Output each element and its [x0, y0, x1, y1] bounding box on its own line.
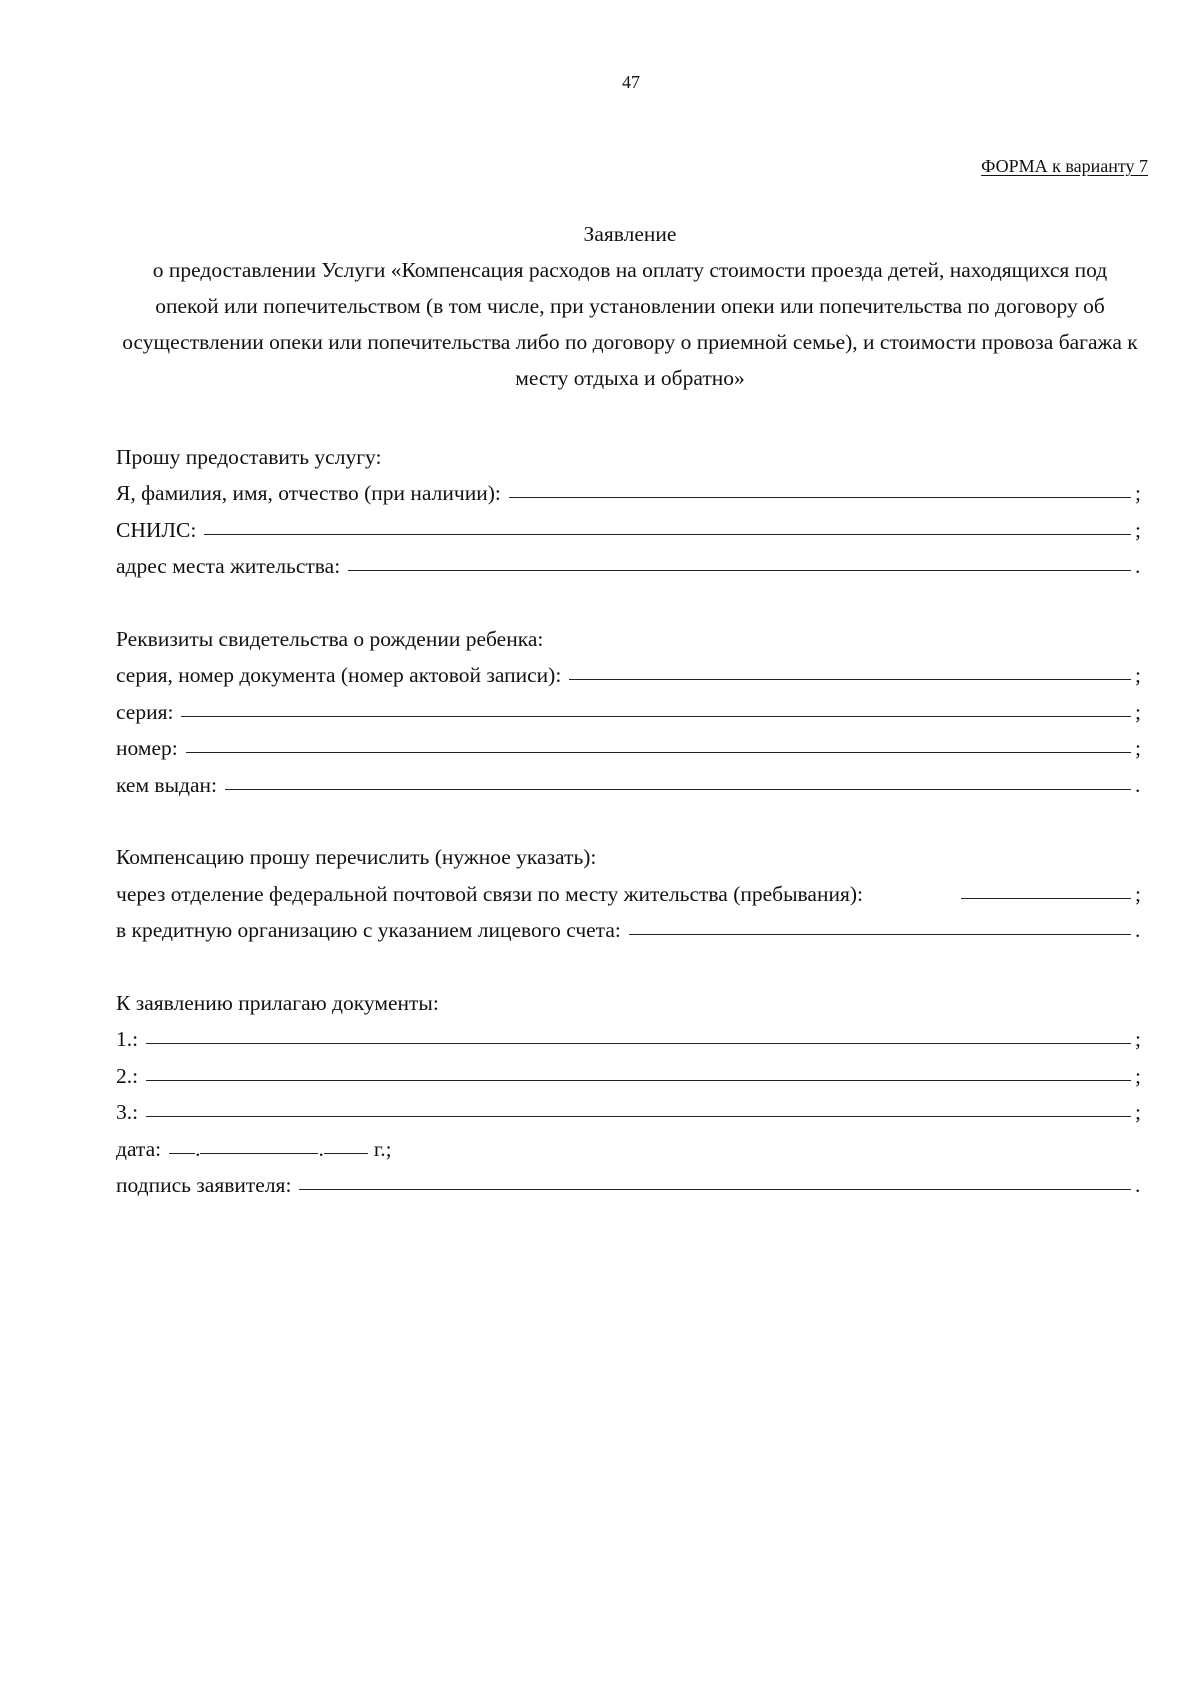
date-year-blank[interactable]	[324, 1152, 368, 1154]
field-terminator: ;	[1135, 699, 1141, 724]
date-separator: .	[195, 1136, 201, 1161]
field-document-series-number[interactable]	[116, 652, 1145, 689]
field-snils[interactable]	[116, 506, 1145, 543]
field-full-name[interactable]	[116, 470, 1145, 507]
field-applicant-signature[interactable]	[116, 1162, 1145, 1199]
field-terminator: ;	[1135, 1063, 1141, 1088]
field-terminator: ;	[1135, 517, 1141, 542]
form-variant-label: ФОРМА к варианту 7	[981, 156, 1148, 176]
field-attachment-3[interactable]	[116, 1089, 1145, 1126]
section-heading-request: Прошу предоставить услугу:	[116, 444, 382, 469]
field-label: в кредитную организацию с указанием лицевого счета:	[116, 918, 621, 942]
fill-line[interactable]	[146, 1042, 1131, 1044]
field-label: 1.:	[116, 1027, 139, 1051]
field-label: адрес места жительства:	[116, 554, 341, 578]
fill-line[interactable]	[146, 1115, 1131, 1117]
field-postal-office[interactable]	[116, 870, 1145, 907]
title-subtitle: о предоставлении Услуги «Компенсация расходов на оплату стоимости проезда детей, находящихся под опекой или попечительством (в том числе, при установлении опеки или попечительства по договору об осуществлении опеки или попечительства либо по договору о приемной семье), и стоимости провоза багажа к месту отдыха и обратно»	[122, 258, 1138, 390]
field-terminator: ;	[1135, 481, 1141, 505]
date-separator: .	[318, 1136, 324, 1161]
field-credit-organization[interactable]	[116, 907, 1145, 944]
field-label: 2.:	[116, 1063, 139, 1088]
field-attachment-2[interactable]	[116, 1052, 1145, 1089]
fill-line[interactable]	[186, 751, 1131, 753]
field-date[interactable]	[116, 1125, 1145, 1162]
fill-line[interactable]	[509, 496, 1131, 498]
title-main: Заявление	[583, 222, 677, 246]
field-label: через отделение федеральной почтовой связи по месту жительства (пребывания):	[116, 881, 863, 906]
field-label: подпись заявителя:	[116, 1173, 292, 1197]
field-issued-by[interactable]	[116, 761, 1145, 798]
field-label: кем выдан:	[116, 772, 217, 797]
field-label: СНИЛС:	[116, 517, 197, 542]
field-terminator: ;	[1135, 736, 1141, 760]
date-day-blank[interactable]	[169, 1152, 195, 1154]
field-residence-address[interactable]	[116, 543, 1145, 580]
field-label: дата:	[116, 1136, 162, 1161]
fill-line[interactable]	[569, 678, 1131, 680]
fill-line[interactable]	[299, 1188, 1131, 1190]
field-number[interactable]	[116, 725, 1145, 762]
field-terminator: .	[1135, 1173, 1141, 1197]
date-year-suffix: г.;	[373, 1136, 392, 1161]
field-terminator: ;	[1135, 881, 1141, 906]
field-label: серия, номер документа (номер актовой записи):	[116, 663, 562, 687]
section-heading-payment-method: Компенсацию прошу перечислить (нужное указать):	[116, 845, 597, 869]
field-attachment-1[interactable]	[116, 1016, 1145, 1053]
fill-line[interactable]	[204, 533, 1131, 535]
field-terminator: ;	[1135, 663, 1141, 687]
field-label: серия:	[116, 699, 174, 724]
document-title	[120, 216, 1140, 396]
fill-line[interactable]	[629, 933, 1131, 935]
date-month-blank[interactable]	[200, 1152, 318, 1154]
section-heading-attachments: К заявлению прилагаю документы:	[116, 990, 439, 1015]
field-label: Я, фамилия, имя, отчество (при наличии):	[116, 481, 501, 505]
fill-line[interactable]	[225, 788, 1131, 790]
field-terminator: ;	[1135, 1027, 1141, 1051]
field-label: 3.:	[116, 1100, 139, 1124]
page-number: 47	[622, 72, 640, 92]
field-label: номер:	[116, 736, 178, 760]
fill-line[interactable]	[181, 715, 1131, 717]
field-terminator: .	[1135, 772, 1141, 797]
field-terminator: ;	[1135, 1100, 1141, 1124]
form-body	[116, 433, 1145, 1198]
fill-line[interactable]	[348, 569, 1131, 571]
fill-line[interactable]	[961, 897, 1131, 899]
fill-line[interactable]	[146, 1079, 1131, 1081]
field-terminator: .	[1135, 918, 1141, 942]
field-terminator: .	[1135, 554, 1141, 578]
field-series[interactable]	[116, 688, 1145, 725]
section-heading-birth-certificate: Реквизиты свидетельства о рождении ребенка:	[116, 626, 544, 651]
